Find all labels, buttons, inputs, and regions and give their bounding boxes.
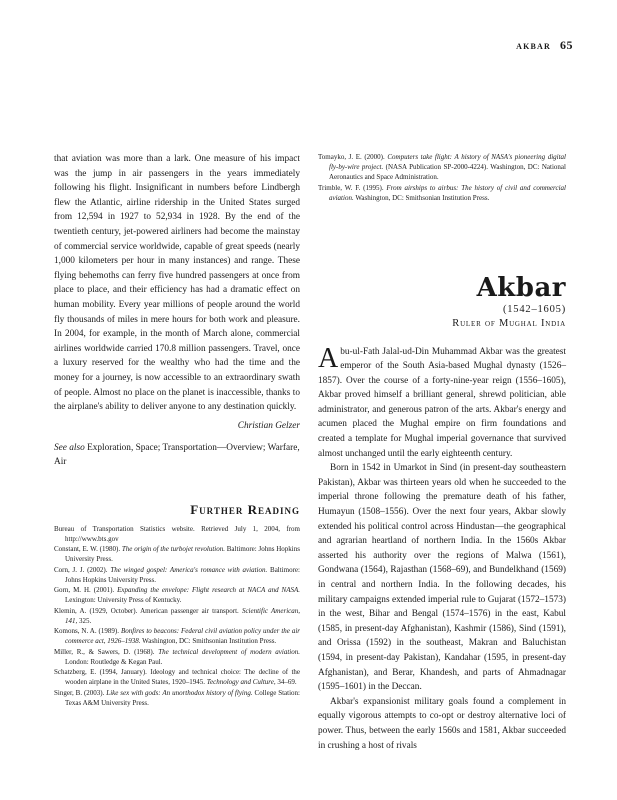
reference-list — [54, 524, 300, 708]
reference-item: Schatzberg, E. (1994, January). Ideology and technical choice: The decline of the wooden airplane in the United States, 1920–1945. Technology and Culture, 34–69. — [54, 668, 300, 687]
body-paragraph: Abu-ul-Fath Jalal-ud-Din Muhammad Akbar was the greatest emperor of the South Asia-based Mughal dynasty (1526–1857). Over the course of a forty-nine-year reign (1556–1605), Akbar proved himself a brilliant general, shrewd politician, able administrator, and generous patron of the arts. Akbar's energy and acumen placed the Mughal empire on firm foundations and created a template for Mughal imperial governance that survived almost unchanged until the early eighteenth century. — [318, 342, 566, 459]
right-column — [318, 152, 566, 753]
left-column — [54, 152, 300, 708]
body-paragraph: Born in 1542 in Umarkot in Sind (in present-day southeastern Pakistan), Akbar was thirteen years old when he succeeded to the imperial throne following the premature death of his father, Humayun (1508–1556). Over the next four years, Akbar slowly extended his political control across Hindustan—the geographical and agrarian heartland of northern India. In the 1560s Akbar asserted his authority over the regions of Malwa (1561), Gondwana (1564), Rajasthan (1568–69), and Bundelkhand (1569) in central and northern India. In the following decades, his military campaigns extended imperial rule to Gujarat (1572–1573) in the west, Bihar and Bengal (1574–1576) in the east, Kabul (1585, in present-day Afghanistan), Kashmir (1586), Sind (1591), and Orissa (1592) in the southeast, Makran and Baluchistan (1594, in present-day Pakistan), Kandahar (1595, in present-day Afghanistan), and Berar, Khandesh, and parts of Ahmadnagar (1595–1601) in the Deccan. — [318, 463, 566, 693]
reference-item: Miller, R., & Sawers, D. (1968). The technical development of modern aviation. London: Routledge & Kegan Paul. — [54, 647, 300, 666]
entry-title: Akbar — [476, 272, 566, 303]
see-also-text: Exploration, Space; Transportation—Overview; Warfare, Air — [54, 442, 300, 468]
reference-item: Corn, J. J. (2002). The winged gospel: America's romance with aviation. Baltimore: Johns Hopkins University Press. — [54, 565, 300, 584]
drop-cap: A — [318, 342, 339, 374]
reference-item: Klemin, A. (1929, October). American passenger air transport. Scientific American, 141, 325. — [54, 606, 300, 625]
running-head-title: akbar — [516, 40, 551, 52]
entry-dates: (1542–1605) — [502, 303, 566, 315]
running-head — [516, 38, 573, 53]
reference-item: Trimble, W. F. (1995). From airships to airbus: The history of civil and commercial aviation. Washington, DC: Smithsonian Institution Press. — [318, 183, 567, 202]
see-also-label: See also — [54, 442, 85, 453]
author-signature: Christian Gelzer — [237, 420, 300, 431]
reference-item: Bureau of Transportation Statistics website. Retrieved July 1, 2004, from http://www.bts.gov — [54, 524, 300, 543]
reference-list-continued — [318, 152, 566, 203]
see-also — [54, 441, 300, 470]
entry-subtitle: Ruler of Mughal India — [452, 317, 566, 329]
body-paragraph: Akbar's expansionist military goals found a complement in equally vigorous attempts to co-opt or destroy alternative loci of power. Thus, between the early 1560s and 1581, Akbar succeeded in crushing a host of rivals — [318, 696, 566, 751]
reference-item: Singer, B. (2003). Like sex with gods: An unorthodox history of flying. College Station: Texas A&M University Press. — [54, 688, 300, 707]
further-reading-heading: Further Reading — [190, 501, 300, 517]
reference-item: Tomayko, J. E. (2000). Computers take flight: A history of NASA's pioneering digital fly-by-wire project. (NASA Publication SP-2000-4224). Washington, DC: National Aeronautics and Space Administration. — [318, 153, 566, 181]
body-paragraph: that aviation was more than a lark. One measure of his impact was the jump in air passengers in the years immediately following his flight. Insignificant in numbers before Lindbergh flew the Atlantic, airline ridership in the United States surged from 12,594 in 1927 to 52,934 in 1928. By the end of the twentieth century, jet-powered airliners had become the mainstay of commercial service worldwide, capable of great speeds (nearly 1,000 kilometers per hour in many instances) and range. These flying behemoths can ferry five hundred passengers at once from place to place, and their efficiency has had a dramatic effect on human mobility. Every year millions of people around the world fly thousands of miles in mere hours for both work and pleasure. In 2004, for example, in the month of March alone, commercial airlines worldwide carried 170.8 million passengers. Travel, once a luxury reserved for the wealthy who had the time and the money for a journey, is now accessible to an extraordinary swath of people. Almost no place on the planet is inaccessible, thanks to the airplane's ability to deliver anyone to any destination quickly. — [54, 154, 300, 413]
reference-item: Constant, E. W. (1980). The origin of the turbojet revolution. Baltimore: Johns Hopkins University Press. — [54, 545, 300, 564]
page-number: 65 — [560, 38, 573, 52]
reference-item: Komons, N. A. (1989). Bonfires to beacons: Federal civil aviation policy under the air commerce act, 1926–1938. Washington, DC: Smithsonian Institution Press. — [54, 627, 300, 646]
reference-item: Gorn, M. H. (2001). Expanding the envelope: Flight research at NACA and NASA. Lexington: University Press of Kentucky. — [54, 586, 300, 605]
